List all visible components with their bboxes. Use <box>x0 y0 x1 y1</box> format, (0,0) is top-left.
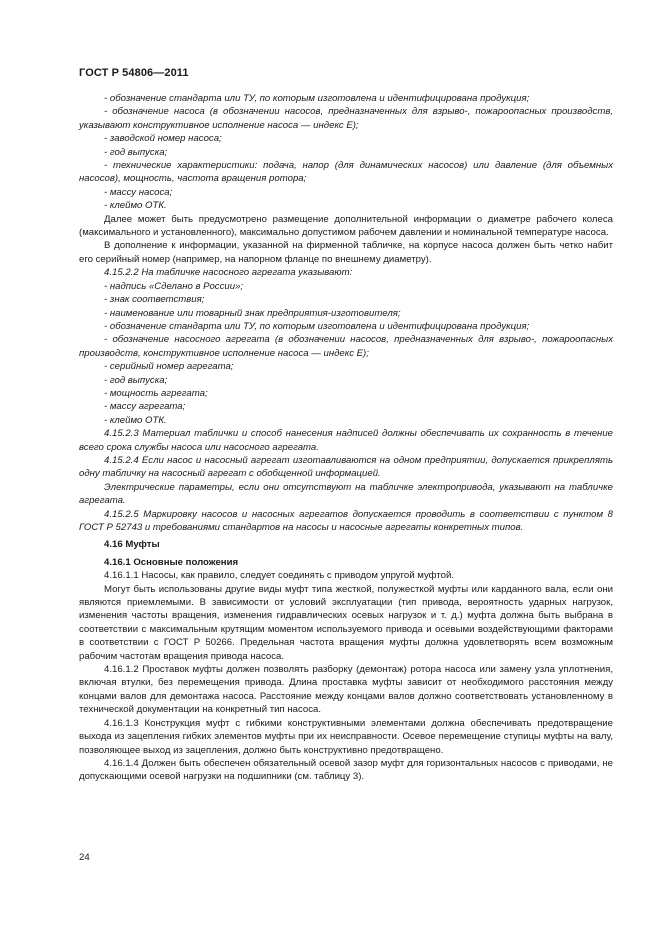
list-item: - надпись «Сделано в России»; <box>104 280 244 292</box>
list-item: - обозначение стандарта или ТУ, по которым изготовлена и идентифицирована продукция; <box>104 93 530 104</box>
paragraph: Электрические параметры, если они отсутствуют на табличке электропривода, указывают на табличке агрегата. <box>79 481 613 507</box>
clause-heading: 4.15.2.2 На табличке насосного агрегата указывают: <box>104 267 353 279</box>
paragraph: Могут быть использованы другие виды муфт типа жесткой, полужесткой муфты или карданного вала, если они являются приемлемыми. В зависимости от условий эксплуатации (тип привода, вероятность ударных нагрузок, изменения частоты вращения, изменения гидравлических осевых нагрузок и т. д.) муфта должна быть выбрана в соответствии с максимальным крутящим моментом используемого привода и осевыми воздействующими факторами в соответствии с ГОСТ Р 50266. Предельная частота вращения муфты должна удовлетворять всем возможным рабочим частотам вращения привода насоса. <box>79 583 613 662</box>
paragraph: Далее может быть предусмотрено размещение дополнительной информации о диаметре рабочего колеса (максимального и установленного), максимально допустимом рабочем давлении и номинальной температуре насоса. <box>79 213 613 239</box>
section-heading: 4.16 Муфты <box>104 539 160 551</box>
page-number: 24 <box>79 852 90 863</box>
list-item: - год выпуска; <box>104 374 168 386</box>
list-item: - знак соответствия; <box>104 294 205 306</box>
list-item: - мощность агрегата; <box>104 387 208 399</box>
clause: 4.16.1.3 Конструкция муфт с гибкими конструктивными элементами должна обеспечивать предотвращение выхода из зацепления гибких элементов муфты при их неисправности. Осевое перемещение ступицы муфты на валу, позволяющее выход из зацепления, должно быть конструктивно предотвращено. <box>79 717 613 756</box>
clause: 4.16.1.2 Проставок муфты должен позволять разборку (демонтаж) ротора насоса или замену узла уплотнения, включая втулки, без перемещения привода. Длина проставка муфты зависит от необходимого расстояния между концами валов для демонтажа насоса. Расстояние между концами валов должно соответствовать установленному в технической документации на конкретный тип насоса. <box>79 664 613 716</box>
clause: 4.15.2.5 Маркировку насосов и насосных агрегатов допускается проводить в соответствии с пунктом 8 ГОСТ Р 52743 и требованиями стандартов на насосы и насосные агрегаты конкретных типов. <box>79 508 613 533</box>
document-header: ГОСТ Р 54806—2011 <box>79 67 189 79</box>
list-item: - серийный номер агрегата; <box>104 361 234 373</box>
list-item: - массу агрегата; <box>104 401 186 413</box>
paragraph: В дополнение к информации, указанной на фирменной табличке, на корпусе насоса должен быть четко набит его серийный номер (например, на напорном фланце по внешнему диаметру). <box>79 240 613 265</box>
list-item: - клеймо ОТК. <box>104 200 167 212</box>
list-item: - обозначение стандарта или ТУ, по которым изготовлена и идентифицирована продукция; <box>104 320 530 332</box>
clause: 4.16.1.4 Должен быть обеспечен обязательный осевой зазор муфт для горизонтальных насосов с приводами, не допускающими осевой нагрузки на подшипники (см. таблицу 3). <box>79 757 613 783</box>
list-item: - обозначение насосного агрегата (в обозначении насосов, предназначенных для взрыво-, пожароопасных производств, конструктивное исполнение насоса — индекс Е); <box>79 334 613 359</box>
clause: 4.15.2.3 Материал таблички и способ нанесения надписей должны обеспечивать их сохранность в течение всего срока службы насоса или насосного агрегата. <box>79 428 613 453</box>
document-body <box>79 92 613 784</box>
list-item: - заводской номер насоса; <box>104 133 222 145</box>
list-item: - год выпуска; <box>104 146 168 158</box>
list-item: - технические характеристики: подача, напор (для динамических насосов) или давление (для объемных насосов), мощность, частота вращения ротора; <box>79 160 613 185</box>
list-item: - массу насоса; <box>104 186 173 198</box>
clause: 4.15.2.4 Если насос и насосный агрегат изготавливаются на одном предприятии, допускается прикреплять одну табличку на насосный агрегат с обобщенной информацией. <box>79 454 613 480</box>
list-item: - наименование или товарный знак предприятия-изготовителя; <box>104 307 401 319</box>
clause: 4.16.1.1 Насосы, как правило, следует соединять с приводом упругой муфтой. <box>104 570 454 582</box>
subsection-heading: 4.16.1 Основные положения <box>104 556 239 568</box>
list-item: - обозначение насоса (в обозначении насосов, предназначенных для взрыво-, пожароопасных производств, указывают конструктивное исполнение насоса — индекс Е); <box>79 106 613 131</box>
list-item: - клеймо ОТК. <box>104 414 167 426</box>
